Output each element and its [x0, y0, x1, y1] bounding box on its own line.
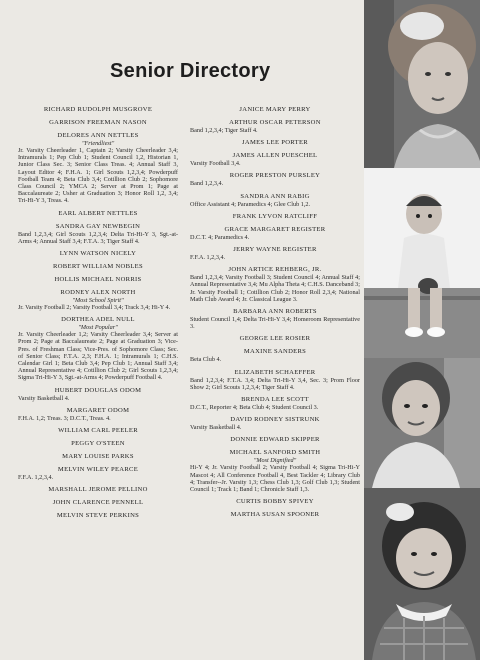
senior-superlative: "Most School Spirit": [72, 297, 124, 305]
senior-activities: Beta Club 4.: [190, 356, 222, 364]
senior-name: GRACE MARGARET REGISTER: [224, 225, 326, 233]
senior-name: SANDRA ANN RABIG: [240, 192, 310, 200]
baby-photo-2: [364, 168, 480, 358]
senior-superlative: "Most Popular": [78, 324, 118, 332]
senior-activities: Jr. Varsity Cheerleader 1,2; Varsity Cheerleader 3,4; Server at Prom 2; Page at Baccalaureate 2; Page at Graduation 3; Vice-Pres. of Freshman Class; Vice-Pres. of Sophomore Class; Sec. of Senior Class; F.T.A. 2,3; F.H.A. 1; Intramurals 1; C.H.S. Calendar Girl 1; Beta Club 3,4; Pep Club 1; Annual Staff 3,4; Annual Representative 4; Cotillion Club 2; Girl Scouts 1,2,3,4; Sigma Tri-Hi-Y 3, Sgt.-at-Arms 4; Powderpuff Football 4.: [18, 331, 178, 382]
senior-name: JAMES LEE PORTER: [242, 139, 308, 147]
senior-activities: Band 1,2,3,4.: [190, 180, 224, 188]
senior-name: JOHN ARTICE REHBERG, JR.: [228, 266, 322, 274]
senior-activities: Varsity Basketball 4.: [18, 394, 70, 402]
senior-entry: [190, 369, 360, 391]
senior-superlative: "Most Dignified": [253, 457, 297, 465]
senior-name: BARBARA ANN ROBERTS: [233, 308, 317, 316]
senior-entry: [18, 119, 178, 127]
child-photo-3: [364, 358, 480, 488]
senior-name: JOHN CLARENCE PENNELL: [52, 499, 144, 507]
senior-entry: [190, 335, 360, 343]
senior-name: ELIZABETH SCHAEFFER: [234, 368, 316, 376]
senior-name: GARRISON FREEMAN NASON: [49, 119, 147, 126]
senior-name: HUBERT DOUGLAS ODOM: [54, 386, 142, 394]
senior-entry: [190, 416, 360, 431]
senior-activities: Student Council 1,4; Delta Tri-Hi-Y 3,4; Homeroom Representative 3.: [190, 316, 360, 331]
senior-entry: [190, 498, 360, 506]
senior-activities: D.C.T. 4; Paramedics 4.: [190, 233, 250, 241]
senior-entry: [190, 119, 360, 134]
senior-superlative: "Friendliest": [81, 140, 115, 147]
senior-entry: [190, 193, 360, 208]
senior-entry: [190, 396, 360, 411]
senior-entry: [18, 512, 178, 520]
senior-name: ROGER PRESTON PURSLEY: [229, 172, 321, 180]
senior-activities: Jr. Varsity Cheerleader 1, Captain 2; Varsity Cheerleader 3,4; Intramurals 1; Pep Club 1; Student Council 1,2, Historian 1, Junior Class Sec. 3; Senior Class Treas. 4; Annual Staff 3, Layout Editor 4; F.H.A. 1; Girl Scouts 1,2,3,4; Powderpuff Football Team 4; Beta Club 3,4; Cotillion Club 2; Sophomore Class Council 2; YMCA 2; Server at Prom 1; Page at Baccalaureate 2; Usher at Graduation 3; Honor Roll 1,2, 3,4; Tri-Hi-Y 3, Treas. 4.: [18, 147, 178, 205]
senior-entry: [18, 276, 178, 284]
senior-entry: [190, 308, 360, 330]
senior-entry: [18, 316, 178, 381]
baby-photo-1: [364, 0, 480, 168]
senior-name: DORTHEA ADEL NULL: [61, 316, 135, 324]
senior-entry: [18, 106, 178, 114]
senior-activities: Band 1,2,3,4; F.T.A. 3,4; Delta Tri-Hi-Y 3,4, Sec. 3; Prom Floor Show 2; Girl Scouts 1,2,3,4; Tiger Staff 4.: [190, 376, 360, 391]
senior-activities: Band 1,2,3,4; Tiger Staff 4.: [190, 127, 258, 134]
senior-entry: [18, 210, 178, 218]
senior-activities: Band 1,2,3,4; Girl Scouts 1,2,3,4; Delta Tri-Hi-Y 3, Sgt.-at-Arms 4; Annual Staff 3,4; F.T.A. 3; Tiger Staff 4.: [18, 230, 178, 245]
senior-entry: [190, 436, 360, 444]
senior-entry: [18, 466, 178, 481]
senior-activities: Varsity Football 3,4.: [190, 160, 241, 168]
senior-entry: [190, 226, 360, 241]
senior-activities: Jr. Varsity Football 2; Varsity Football 3,4; Track 3,4; Hi-Y 4.: [18, 304, 171, 312]
page-title: Senior Directory: [110, 60, 271, 82]
senior-name: MICHAEL SANFORD SMITH: [229, 449, 321, 457]
directory-column-right: [190, 106, 360, 524]
senior-activities: Hi-Y 4; Jr. Varsity Football 2; Varsity Football 4; Sigma Tri-Hi-Y Mascot 4; All Conference Football 4, Best Tackler 4; Library Club 4; Transfer--Jr. Varsity 1,3; Chess Club 1,3; Golf Club 1,3; Student Council 1; Track 1; Band 1; Chronicle Staff 1,3.: [190, 464, 360, 494]
senior-name: MAXINE SANDERS: [243, 348, 307, 356]
senior-name: FRANK LYVON RATCLIFF: [232, 212, 318, 220]
senior-name: HOLLIS MICHAEL NORRIS: [54, 276, 142, 284]
baby-photo-strip: [364, 0, 480, 660]
senior-entry: [18, 440, 178, 448]
senior-activities: Office Assistant 4; Paramedics 4; Glee Club 1,2.: [190, 200, 311, 208]
senior-name: ROBERT WILLIAM NOBLES: [53, 263, 143, 271]
senior-name: RICHARD RUDOLPH MUSGROVE: [43, 106, 153, 113]
senior-name: BRENDA LEE SCOTT: [241, 396, 309, 404]
senior-activities: Varsity Basketball 4.: [190, 424, 242, 432]
senior-name: MARTHA SUSAN SPOONER: [230, 511, 320, 519]
senior-entry: [18, 407, 178, 422]
senior-name: RODNEY ALEX NORTH: [60, 289, 136, 297]
senior-name: GEORGE LEE ROSIER: [239, 335, 311, 343]
senior-entry: [190, 172, 360, 187]
senior-name: EARL ALBERT NETTLES: [58, 209, 138, 217]
senior-name: JERRY WAYNE REGISTER: [233, 246, 317, 254]
senior-activities: F.H.A. 1,2; Treas. 3; D.C.T., Treas. 4.: [18, 414, 111, 422]
senior-name: LYNN WATSON NICELY: [59, 250, 137, 258]
senior-entry: [18, 486, 178, 494]
senior-entry: [18, 499, 178, 507]
senior-entry: [190, 213, 360, 221]
senior-name: MARSHALL JEROME PELLINO: [48, 486, 148, 494]
senior-entry: [18, 453, 178, 461]
senior-name: MARGARET ODOM: [66, 406, 130, 414]
senior-name: DAVID RODNEY SISTRUNK: [230, 416, 320, 424]
senior-name: MELVIN STEVE PERKINS: [56, 512, 140, 520]
senior-activities: F.F.A. 1,2,3,4.: [190, 254, 226, 262]
senior-name: MARY LOUISE PARKS: [62, 453, 134, 461]
senior-entry: [18, 250, 178, 258]
senior-activities: Band 1,2,3,4; Varsity Football 3; Student Council 4; Annual Staff 4; Annual Representative 3,4; Mu Alpha Theta 4; C.H.S. Danceband 3; Jr. Varsity Football 1; Cotillion Club 2; Honor Roll 2,3,4; National Math Club Award 4; Jr. Classical League 3.: [190, 274, 360, 303]
senior-entry: [190, 266, 360, 303]
senior-activities: D.C.T., Reporter 4; Beta Club 4; Student Council 3.: [190, 404, 319, 412]
senior-name: DONNIE EDWARD SKIPPER: [230, 436, 320, 444]
senior-name: ARTHUR OSCAR PETERSON: [229, 119, 321, 126]
senior-entry: [18, 132, 178, 205]
senior-entry: [18, 223, 178, 245]
senior-entry: [18, 289, 178, 311]
senior-name: PEGGY O'STEEN: [71, 440, 125, 448]
child-photo-4: [364, 488, 480, 660]
senior-entry: [190, 152, 360, 167]
senior-activities: F.F.A. 1,2,3,4.: [18, 474, 54, 482]
senior-entry: [190, 139, 360, 147]
senior-name: JAMES ALLEN PUESCHEL: [232, 152, 318, 160]
senior-entry: [190, 511, 360, 519]
senior-entry: [18, 387, 178, 402]
senior-entry: [190, 449, 360, 493]
senior-entry: [190, 106, 360, 114]
senior-entry: [190, 246, 360, 261]
senior-entry: [18, 427, 178, 435]
senior-entry: [190, 348, 360, 363]
senior-name: JANICE MARY PERRY: [239, 106, 311, 113]
senior-name: WILLIAM CARL PEELER: [58, 427, 138, 435]
senior-name: SANDRA GAY NEWBEGIN: [55, 222, 141, 230]
senior-name: MELVIN WILEY PEARCE: [57, 466, 139, 474]
directory-column-left: [18, 106, 178, 525]
senior-entry: [18, 263, 178, 271]
senior-name: CURTIS BOBBY SPIVEY: [236, 498, 314, 506]
senior-name: DELORES ANN NETTLES: [57, 132, 139, 139]
